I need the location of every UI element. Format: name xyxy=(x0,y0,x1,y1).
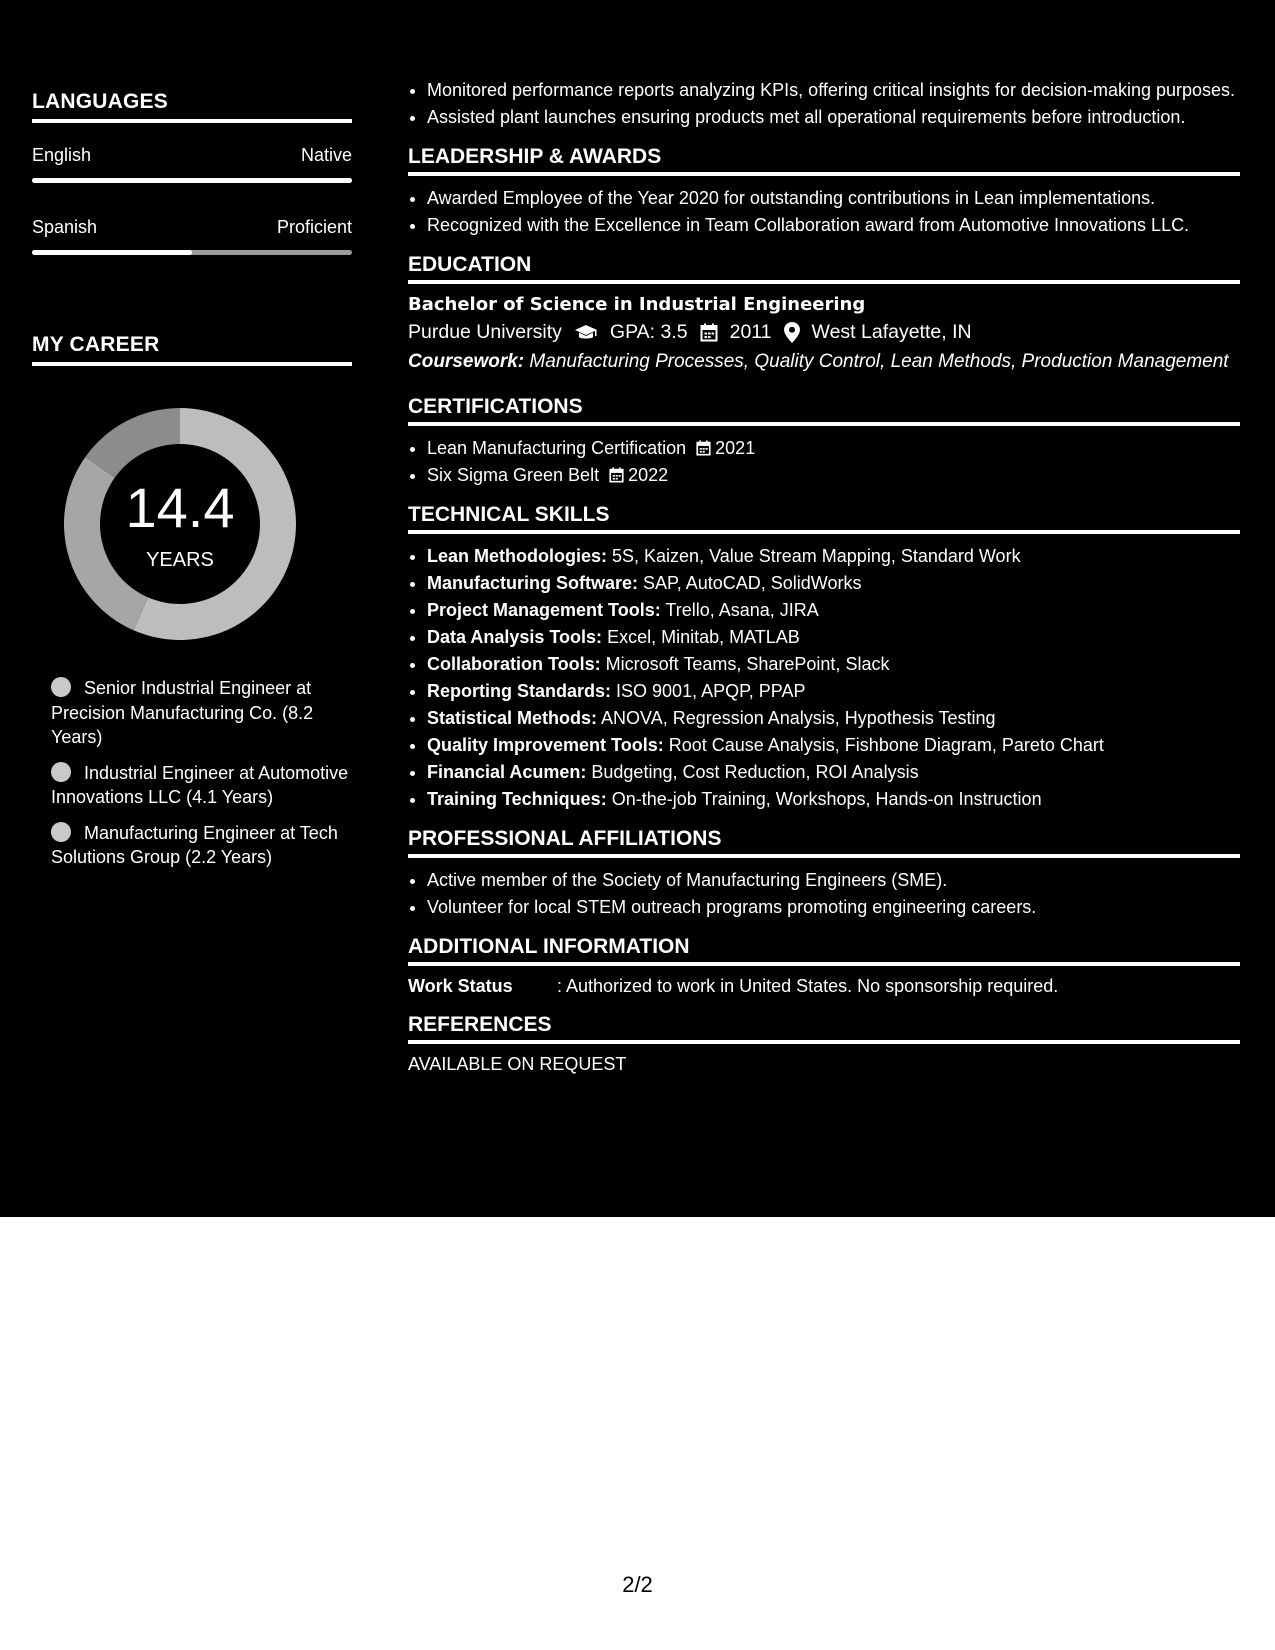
sidebar xyxy=(32,90,352,881)
references-heading: REFERENCES xyxy=(408,1013,1240,1044)
languages-heading: LANGUAGES xyxy=(32,90,352,123)
education-heading: EDUCATION xyxy=(408,253,1240,284)
career-item: Industrial Engineer at Automotive Innovations LLC (4.1 Years) xyxy=(51,762,349,807)
list-item: • Six Sigma Green Belt 2022 xyxy=(427,463,1240,487)
language-level-fill xyxy=(32,178,352,183)
bullet-dot-icon xyxy=(51,677,71,697)
career-donut-chart xyxy=(64,408,296,640)
language-spanish xyxy=(32,217,352,255)
language-level: Proficient xyxy=(276,217,352,237)
list-item: • Active member of the Society of Manufacturing Engineers (SME). xyxy=(427,868,1240,892)
skill-item: • Statistical Methods: ANOVA, Regression Analysis, Hypothesis Testing xyxy=(427,706,1240,730)
work-status-value: : Authorized to work in United States. No sponsorship required. xyxy=(557,976,1059,996)
school-location: West Lafayette, IN xyxy=(811,321,972,343)
page-number: 2/2 xyxy=(622,1572,653,1597)
skills-list xyxy=(408,544,1240,811)
skill-item: • Project Management Tools: Trello, Asana, JIRA xyxy=(427,598,1240,622)
list-item: • Lean Manufacturing Certification 2021 xyxy=(427,436,1240,460)
skill-item: • Quality Improvement Tools: Root Cause Analysis, Fishbone Diagram, Pareto Chart xyxy=(427,733,1240,757)
total-years-value: 14.4 xyxy=(125,476,235,539)
work-status-label: Work Status xyxy=(408,976,513,996)
skill-item: • Lean Methodologies: 5S, Kaizen, Value Stream Mapping, Standard Work xyxy=(427,544,1240,568)
language-english xyxy=(32,145,352,183)
affiliations-heading: PROFESSIONAL AFFILIATIONS xyxy=(408,827,1240,858)
language-name: Spanish xyxy=(32,217,98,237)
career-item: Manufacturing Engineer at Tech Solutions Group (2.2 Years) xyxy=(51,822,338,867)
experience-bullets xyxy=(408,78,1240,129)
leadership-heading: LEADERSHIP & AWARDS xyxy=(408,145,1240,176)
calendar-icon xyxy=(609,467,624,483)
career-list xyxy=(32,676,352,870)
skill-item: • Financial Acumen: Budgeting, Cost Reduction, ROI Analysis xyxy=(427,760,1240,784)
education-meta xyxy=(408,321,1240,344)
list-item: • Monitored performance reports analyzing KPIs, offering critical insights for decision-making purposes. xyxy=(427,78,1240,102)
skill-item: • Manufacturing Software: SAP, AutoCAD, SolidWorks xyxy=(427,571,1240,595)
total-years-label: YEARS xyxy=(146,549,214,571)
language-level-bar xyxy=(32,178,352,183)
school-name: Purdue University xyxy=(408,321,562,343)
skill-item: • Reporting Standards: ISO 9001, APQP, PPAP xyxy=(427,679,1240,703)
language-level-bar xyxy=(32,250,352,255)
list-item: • Awarded Employee of the Year 2020 for outstanding contributions in Lean implementations. xyxy=(427,186,1240,210)
list-item: • Volunteer for local STEM outreach programs promoting engineering careers. xyxy=(427,895,1240,919)
skill-item: • Collaboration Tools: Microsoft Teams, SharePoint, Slack xyxy=(427,652,1240,676)
certifications-list xyxy=(408,436,1240,487)
career-item: Senior Industrial Engineer at Precision Manufacturing Co. (8.2 Years) xyxy=(51,678,314,747)
leadership-list xyxy=(408,186,1240,237)
bullet-dot-icon xyxy=(51,762,71,782)
calendar-icon xyxy=(696,440,711,456)
certifications-heading: CERTIFICATIONS xyxy=(408,395,1240,426)
main-content xyxy=(408,78,1240,1075)
references-text: AVAILABLE ON REQUEST xyxy=(408,1054,627,1074)
list-item: • Assisted plant launches ensuring products met all operational requirements before introduction. xyxy=(427,105,1240,129)
work-status-row xyxy=(408,976,1240,997)
bullet-dot-icon xyxy=(51,822,71,842)
skills-heading: TECHNICAL SKILLS xyxy=(408,503,1240,534)
gpa: GPA: 3.5 xyxy=(609,321,688,343)
location-pin-icon xyxy=(784,322,800,343)
career-heading: MY CAREER xyxy=(32,333,352,366)
language-level-fill xyxy=(32,250,192,255)
list-item: • Recognized with the Excellence in Team Collaboration award from Automotive Innovations LLC. xyxy=(427,213,1240,237)
language-level: Native xyxy=(300,145,352,165)
skill-item: • Training Techniques: On-the-job Training, Workshops, Hands-on Instruction xyxy=(427,787,1240,811)
affiliations-list xyxy=(408,868,1240,919)
skill-item: • Data Analysis Tools: Excel, Minitab, MATLAB xyxy=(427,625,1240,649)
language-name: English xyxy=(32,145,92,165)
graduation-cap-icon xyxy=(574,324,598,342)
coursework: Coursework: Manufacturing Processes, Quality Control, Lean Methods, Production Management xyxy=(408,351,1229,372)
additional-info-heading: ADDITIONAL INFORMATION xyxy=(408,935,1240,966)
graduation-year: 2011 xyxy=(729,321,772,343)
calendar-icon xyxy=(700,323,718,342)
degree-title: Bachelor of Science in Industrial Engineering xyxy=(408,294,866,315)
